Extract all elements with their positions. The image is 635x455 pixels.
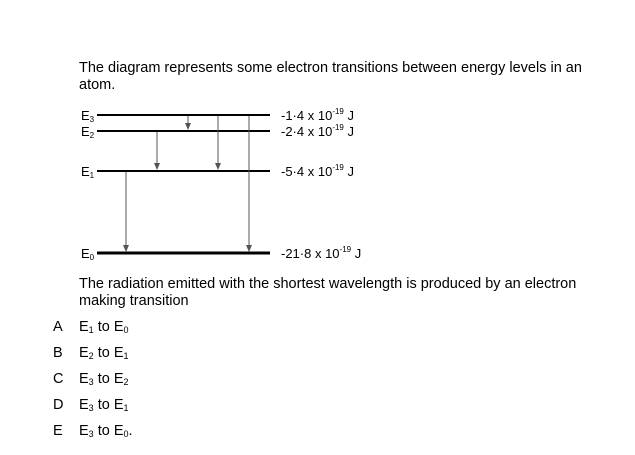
level-energy-e0: -21·8 x $10^{-19}$ J [281, 245, 362, 261]
option-a[interactable] [53, 319, 129, 339]
level-energy-e1: -5·4 x $10^{-19}$ J [281, 163, 354, 179]
option-c[interactable] [53, 371, 129, 391]
arrowhead-e2-e1 [154, 163, 160, 170]
level-energy-e2: -2·4 x $10^{-19}$ J [281, 123, 354, 139]
level-label-e1: E1 [81, 164, 95, 180]
level-label-e0: E0 [81, 246, 95, 262]
option-e[interactable] [53, 423, 133, 443]
level-label-e2: E2 [81, 124, 95, 140]
question-prompt: The radiation emitted with the shortest wavelength is produced by an electron making transition [79, 276, 577, 309]
option-letter: D [53, 397, 64, 413]
arrowhead-e3-e0 [246, 245, 252, 252]
arrowhead-e3-e1 [215, 163, 221, 170]
option-text: $E_2$ to $E_1$ [79, 345, 129, 361]
option-d[interactable] [53, 397, 129, 417]
level-energy-e3: -1·4 x $10^{-19}$ J [281, 107, 354, 123]
arrowhead-e1-e0 [123, 245, 129, 252]
option-letter: A [53, 319, 63, 335]
level-label-e3: E3 [81, 108, 95, 124]
arrowhead-e3-e2 [185, 123, 191, 130]
option-letter: B [53, 345, 63, 361]
option-text: $E_3$ to $E_2$ [79, 371, 129, 387]
option-text: $E_1$ to $E_0$ [79, 319, 129, 335]
option-letter: E [53, 423, 63, 439]
option-letter: C [53, 371, 64, 387]
option-text: $E_3$ to $E_1$ [79, 397, 129, 413]
option-text: $E_3$ to $E_0$. [79, 423, 133, 439]
option-b[interactable] [53, 345, 129, 365]
question-stem: The diagram represents some electron transitions between energy levels in an atom. [79, 60, 582, 93]
